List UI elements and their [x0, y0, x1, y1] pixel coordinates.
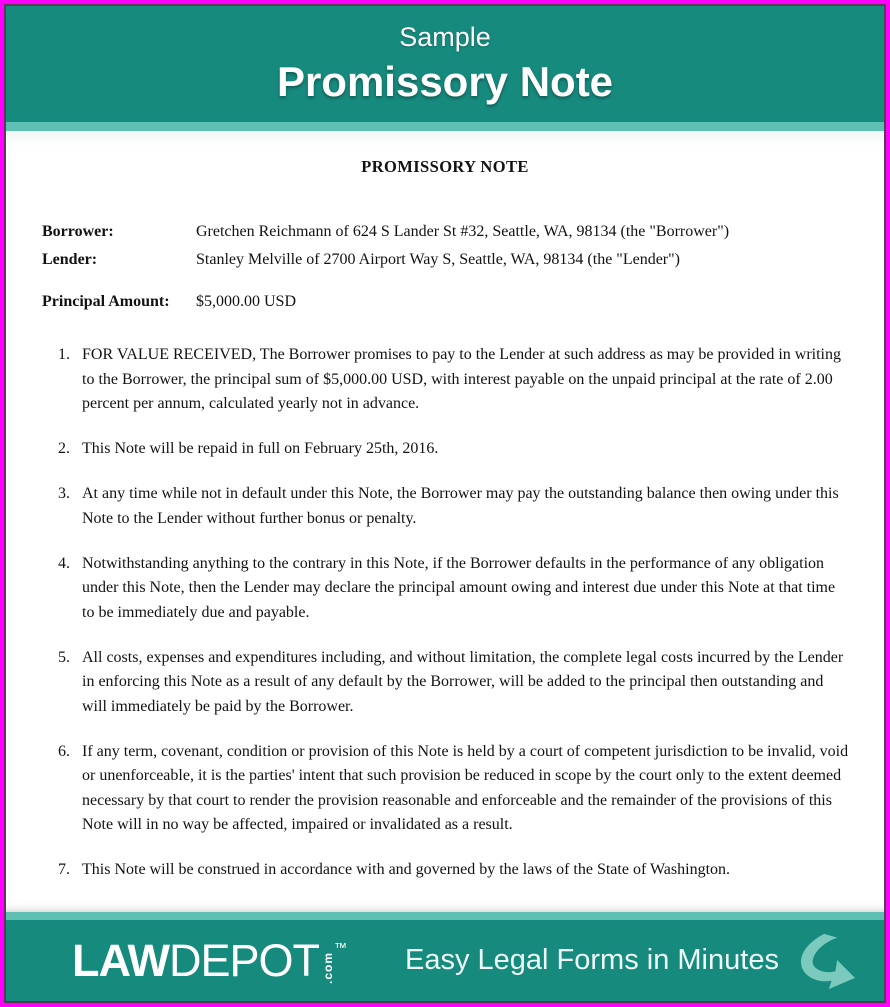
lawdepot-logo [72, 935, 348, 986]
clause-item: 7. This Note will be construed in accordance with and governed by the laws of the State of Washington. [74, 858, 850, 883]
field-label: Lender: [42, 251, 98, 268]
principal-amount-row [6, 293, 884, 321]
clause-item: 4. Notwithstanding anything to the contrary in this Note, if the Borrower defaults in the performance of any obligation under this Note, then the Lender may declare the principal amount owing and interest due under this Note at that time to be immediately due and payable. [74, 552, 850, 626]
document-title: PROMISSORY NOTE [361, 157, 529, 176]
principal-amount-value: $5,000.00 USD [196, 293, 297, 310]
clause-list [6, 343, 884, 883]
principal-amount-label: Principal Amount: [42, 293, 170, 310]
field-value: Gretchen Reichmann of 624 S Lander St #32, Seattle, WA, 98134 (the "Borrower") [196, 223, 730, 240]
clause-item: 1. FOR VALUE RECEIVED, The Borrower promises to pay to the Lender at such address as may be provided in writing to the Borrower, the principal sum of $5,000.00 USD, with interest payable on the unpaid principal at the rate of 2.00 percent per annum, calculated yearly not in advance. [74, 343, 850, 417]
logo-com-text: .com [321, 951, 336, 984]
clause-item: 3. At any time while not in default under this Note, the Borrower may pay the outstanding balance then owing under this Note to the Lender without further bonus or penalty. [74, 482, 850, 531]
page-frame [4, 4, 886, 1003]
party-fields [6, 223, 884, 279]
clause-item: 5. All costs, expenses and expenditures including, and without limitation, the complete legal costs incurred by the Lender in enforcing this Note as a result of any default by the Borrower, will be added to the principal then outstanding and will immediately be paid by the Borrower. [74, 646, 850, 720]
sample-label: Sample [399, 22, 491, 52]
clause-item: 6. If any term, covenant, condition or provision of this Note is held by a court of competent jurisdiction to be invalid, void or unenforceable, it is the parties' intent that such provision be reduced in scope by the court only to the extent deemed necessary by that court to render the provision reasonable and enforceable and the remainder of the provisions of this Note will in no way be affected, impaired or invalidated as a result. [74, 740, 850, 838]
document-body [6, 131, 884, 912]
field-row [42, 251, 854, 279]
banner-title: Promissory Note [276, 58, 614, 105]
field-value: Stanley Melville of 2700 Airport Way S, Seattle, WA, 98134 (the "Lender") [196, 251, 680, 268]
field-label: Borrower: [42, 223, 114, 240]
field-row [42, 293, 854, 321]
footer-accent-strip [6, 912, 884, 920]
footer-banner [6, 920, 884, 1001]
header-accent-strip [6, 122, 884, 131]
curved-arrow-icon [794, 932, 858, 990]
header-banner [6, 6, 884, 122]
logo-law-text: LAW [72, 935, 169, 986]
field-row [42, 223, 854, 251]
trademark-symbol: ™ [334, 939, 348, 955]
clause-item: 2. This Note will be repaid in full on February 25th, 2016. [74, 437, 850, 462]
footer-tagline: Easy Legal Forms in Minutes [405, 944, 779, 976]
logo-depot-text: DEPOT [168, 935, 320, 986]
